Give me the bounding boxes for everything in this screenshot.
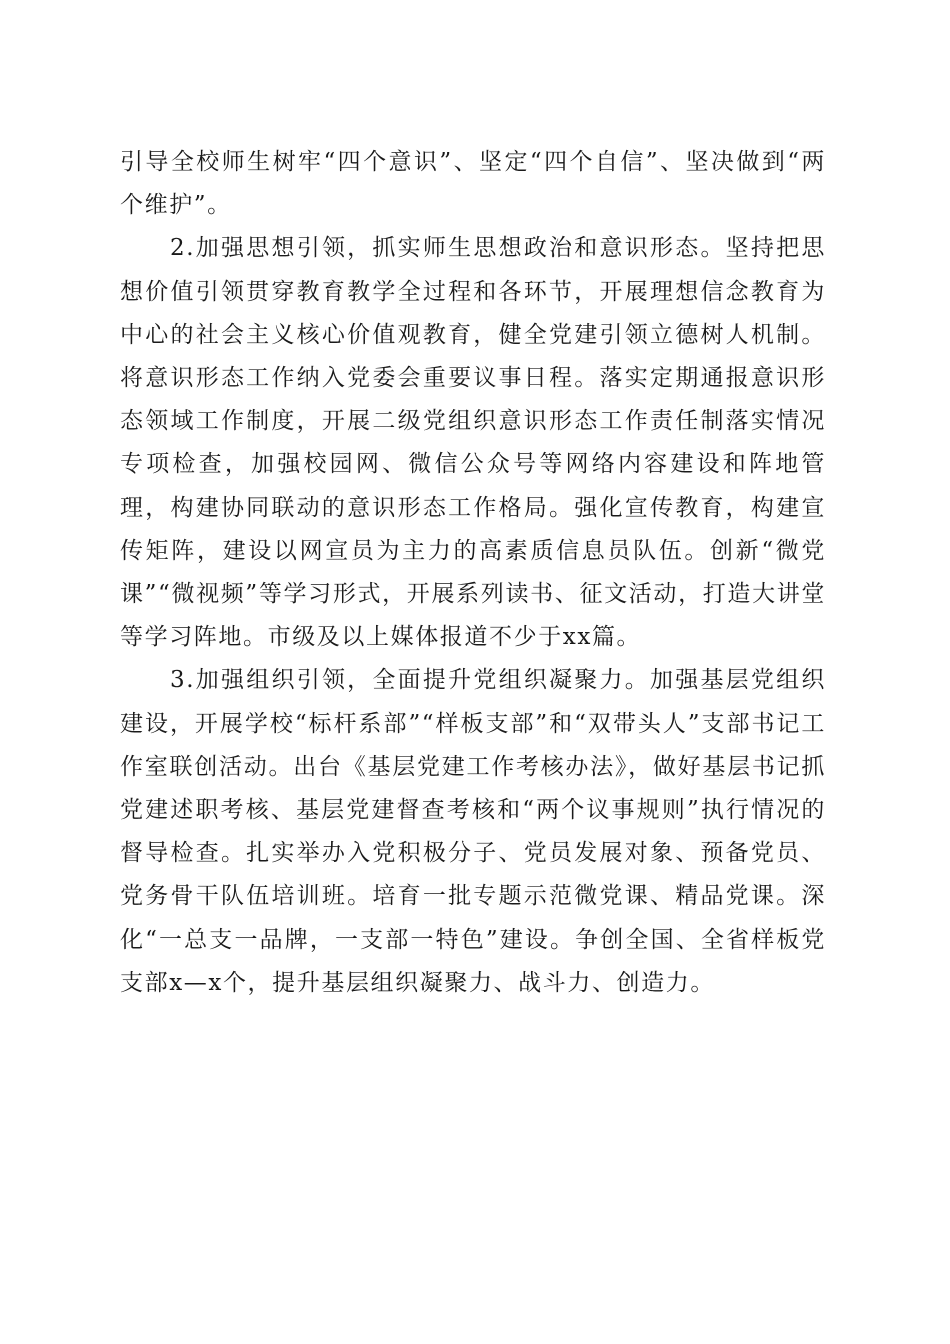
paragraph-ideological-leadership: 2.加强思想引领，抓实师生思想政治和意识形态。坚持把思想价值引领贯穿教育教学全过程和各环节，开展理想信念教育为中心的社会主义核心价值观教育，健全党建引领立德树人机制。将意识形态工作纳入党委会重要议事日程。落实定期通报意识形态领域工作制度，开展二级党组织意识形态工作责任制落实情况专项检查，加强校园网、微信公众号等网络内容建设和阵地管理，构建协同联动的意识形态工作格局。强化宣传教育，构建宣传矩阵，建设以网宣员为主力的高素质信息员队伍。创新“微党课”“微视频”等学习形式，开展系列读书、征文活动，打造大讲堂等学习阵地。市级及以上媒体报道不少于xx篇。: [120, 235, 826, 651]
document-body: [120, 141, 826, 1005]
paragraph-continuation: 引导全校师生树牢“四个意识”、坚定“四个自信”、坚决做到“两个维护”。: [120, 149, 826, 219]
paragraph-organizational-leadership: 3.加强组织引领，全面提升党组织凝聚力。加强基层党组织建设，开展学校“标杆系部”“样板支部”和“双带头人”支部书记工作室联创活动。出台《基层党建工作考核办法》，做好基层书记抓党建述职考核、基层党建督查考核和“两个议事规则”执行情况的督导检查。扎实举办入党积极分子、党员发展对象、预备党员、党务骨干队伍培训班。培育一批专题示范微党课、精品党课。深化“一总支一品牌，一支部一特色”建设。争创全国、全省样板党支部x—x个，提升基层组织凝聚力、战斗力、创造力。: [120, 667, 826, 996]
